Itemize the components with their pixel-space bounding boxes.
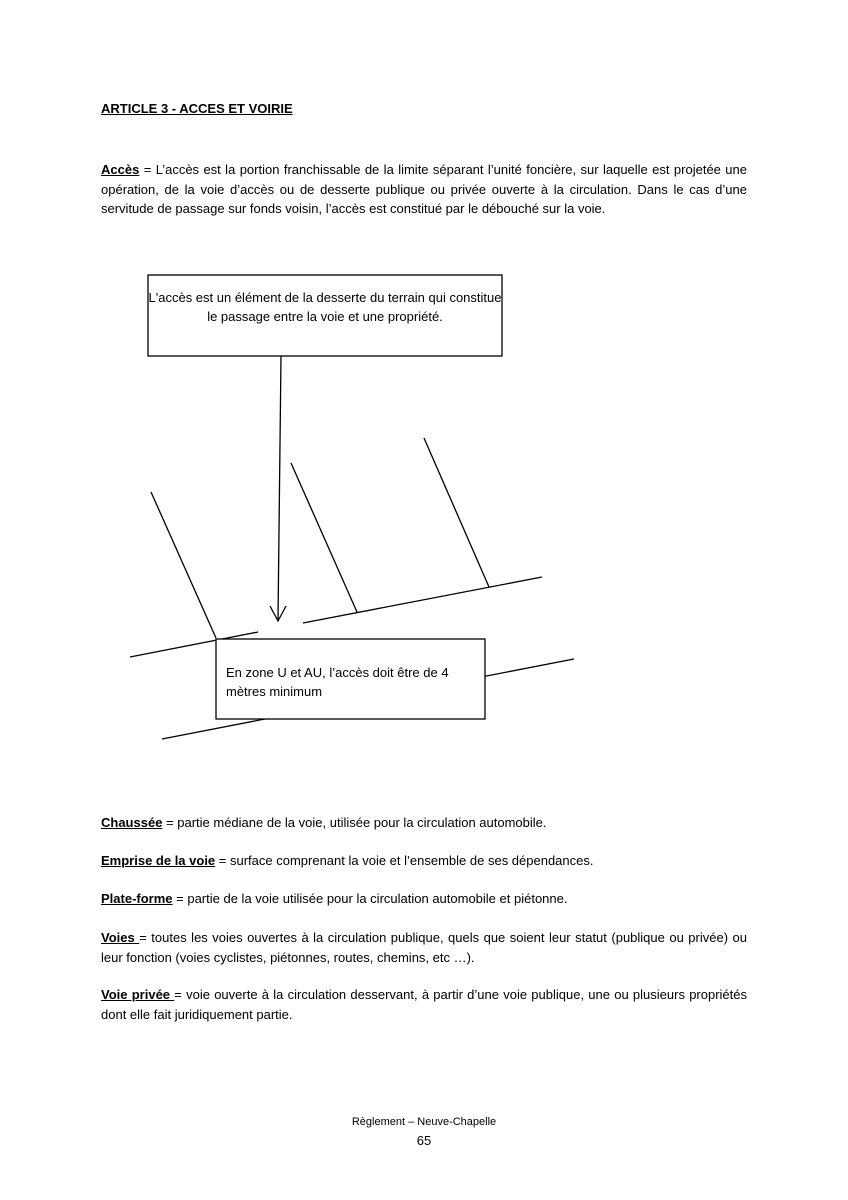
definition-text: = surface comprenant la voie et l’ensemble de ses dépendances. bbox=[215, 853, 594, 868]
article-title: ARTICLE 3 - ACCES ET VOIRIE bbox=[101, 101, 293, 116]
definition-term: Plate-forme bbox=[101, 891, 173, 906]
boundary-line-middle bbox=[291, 463, 357, 612]
footer-title: Règlement – Neuve-Chapelle bbox=[351, 1116, 497, 1128]
definition-term: Chaussée bbox=[101, 815, 163, 830]
rule-box-text: En zone U et AU, l’accès doit être de 4 mètres minimum bbox=[226, 665, 449, 699]
definition-term: Voie privée bbox=[101, 987, 175, 1002]
definition-emprise bbox=[101, 851, 747, 871]
boundary-line-left bbox=[151, 492, 216, 638]
definition-text: = voie ouverte à la circulation desservant, à partir d’une voie publique, une ou plusieurs propriétés dont elle fait juridiquement partie. bbox=[101, 987, 748, 1022]
definition-text: = partie de la voie utilisée pour la circulation automobile et piétonne. bbox=[172, 891, 568, 906]
definition-box-text: L'accès est un élément de la desserte du terrain qui constitue le passage entre la voie et une propriété. bbox=[148, 290, 502, 324]
acces-term: Accès bbox=[101, 162, 140, 177]
definition-voies bbox=[101, 928, 747, 967]
definition-voie-privee bbox=[101, 985, 747, 1024]
definition-text: = toutes les voies ouvertes à la circulation publique, quels que soient leur statut (publique ou privée) ou leur fonction (voies cyclistes, piétonnes, routes, chemins, etc …). bbox=[101, 930, 747, 965]
boundary-line-right bbox=[424, 438, 489, 587]
page-number: 65 bbox=[416, 1133, 432, 1148]
arrow-line bbox=[278, 356, 281, 620]
definition-plate-forme bbox=[101, 889, 747, 909]
definition-term: Voies bbox=[101, 930, 140, 945]
definition-chaussee bbox=[101, 813, 747, 833]
definition-text: = partie médiane de la voie, utilisée pour la circulation automobile. bbox=[162, 815, 547, 830]
acces-text: = L’accès est la portion franchissable de la limite séparant l’unité foncière, sur laquelle est projetée une opération, de la voie d’accès ou de desserte publique ou privée ouverte à la circulation. Dans le cas d’une servitude de passage sur fonds voisin, l’accès est constitué par le débouché sur la voie. bbox=[101, 162, 747, 216]
road-edge-upper-right bbox=[303, 577, 542, 623]
definition-term: Emprise de la voie bbox=[101, 853, 216, 868]
